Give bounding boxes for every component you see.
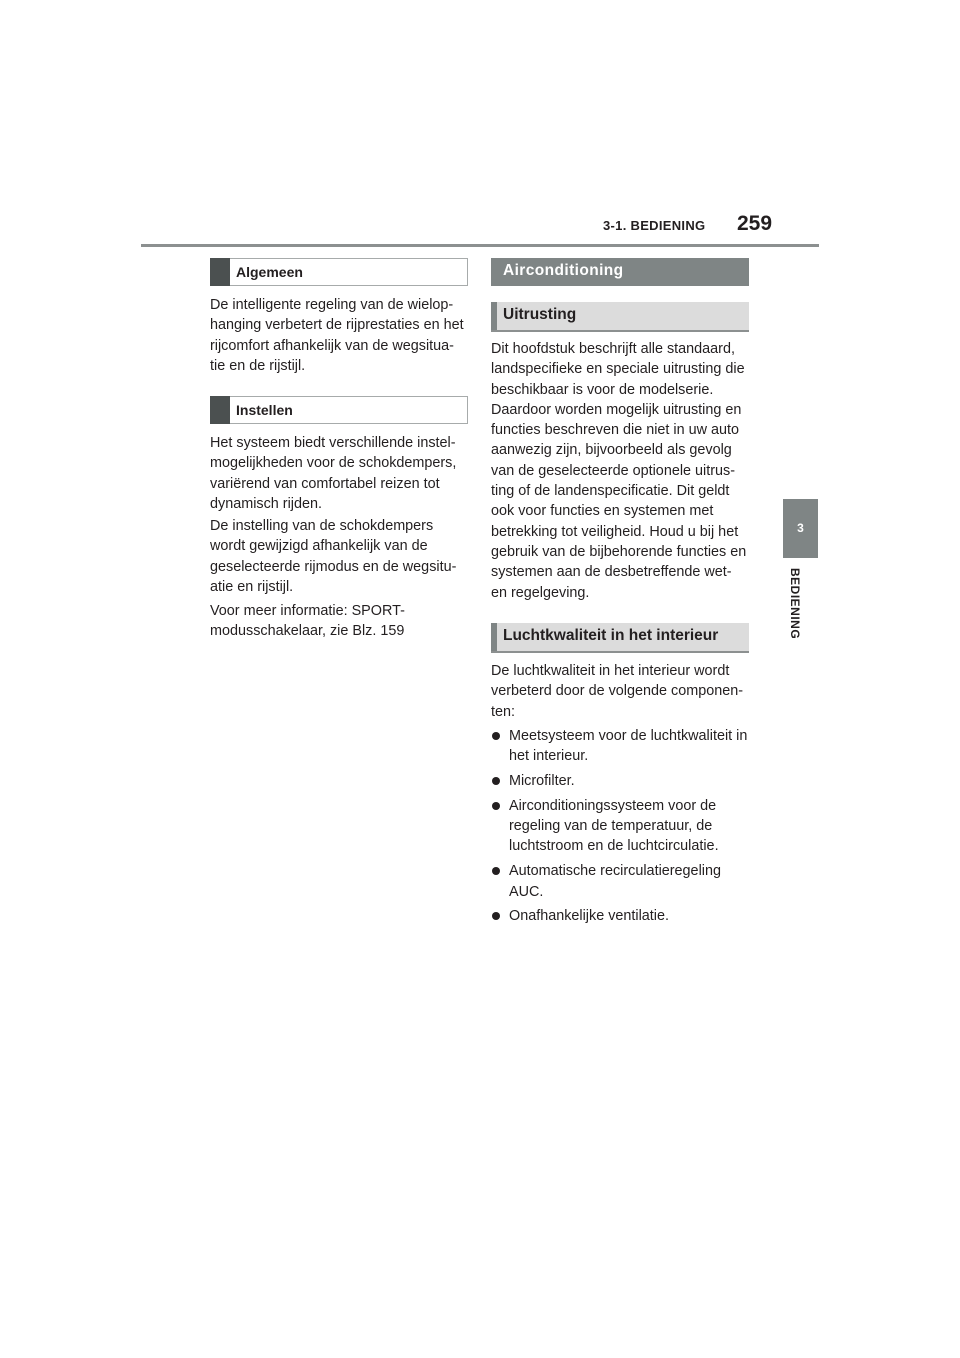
paragraph: Dit hoofdstuk beschrijft alle standaard, landspecifieke en speciale uitrusting die beschikbaar is voor de modelserie. Daardoor worden mogelijk uitrusting en functies beschreven die niet in uw auto aanwezig zijn, bijvoorbeeld als gevolg van de geselecteerde optionele uitrus-ting of de landenspecificatie. Dit geldt ook voor functies en systemen met betrekking tot veiligheid. Houd u bij het gebruik van de bijbehorende functies en systemen aan de desbetreffende wet- en regelgeving. xyxy=(491,341,747,601)
bullet-icon xyxy=(492,732,500,740)
paragraph: De intelligente regeling van de wielop-hanging verbetert de rijprestaties en het rijcomfort afhankelijk van de wegsitua-tie en de rijstijl. xyxy=(210,297,464,374)
list-item: Airconditioningssysteem voor de regeling van de temperatuur, de luchtstroom en de luchtcirculatie. xyxy=(491,796,749,857)
subheading-label: Instellen xyxy=(236,402,293,418)
section-title: 3-1. BEDIENING xyxy=(603,218,706,233)
bullet-icon xyxy=(492,867,500,875)
list-item: Meetsysteem voor de luchtkwaliteit in het interieur. xyxy=(491,726,749,767)
bullet-icon xyxy=(492,777,500,785)
paragraph: De instelling van de schokdempers wordt gewijzigd afhankelijk van de geselecteerde rijmodus en de wegsitu-atie en rijstijl. xyxy=(210,518,457,595)
chapter-label: BEDIENING xyxy=(788,568,802,640)
heading-uitrusting xyxy=(491,302,749,332)
header-rule xyxy=(141,244,819,247)
main-heading-airconditioning xyxy=(491,258,749,286)
paragraph: De luchtkwaliteit in het interieur wordt verbeterd door de volgende componen-ten: xyxy=(491,663,744,720)
main-heading-label: Airconditioning xyxy=(503,262,624,279)
component-list xyxy=(491,726,749,931)
paragraph: Het systeem biedt verschillende instel-mogelijkheden voor de schokdempers, variërend van comfortabel reizen tot dynamisch rijden. xyxy=(210,435,457,512)
heading-luchtkwaliteit xyxy=(491,623,749,653)
heading-marker xyxy=(210,396,230,424)
paragraph: Voor meer informatie: SPORT-modusschakelaar, zie Blz. 159 xyxy=(210,603,405,640)
heading-marker xyxy=(210,258,230,286)
subheading-instellen xyxy=(210,396,468,424)
heading-marker xyxy=(491,623,497,651)
heading-marker xyxy=(491,302,497,330)
page-number: 259 xyxy=(737,212,773,235)
list-item: Onafhankelijke ventilatie. xyxy=(491,906,749,926)
heading-label: Uitrusting xyxy=(503,306,577,323)
bullet-icon xyxy=(492,802,500,810)
subheading-label: Algemeen xyxy=(236,264,303,280)
list-item: Automatische recirculatieregeling AUC. xyxy=(491,861,749,902)
heading-label: Luchtkwaliteit in het interieur xyxy=(503,627,719,644)
list-item: Microfilter. xyxy=(491,771,749,791)
chapter-tab: 3 xyxy=(783,499,818,558)
bullet-icon xyxy=(492,912,500,920)
subheading-algemeen xyxy=(210,258,468,286)
